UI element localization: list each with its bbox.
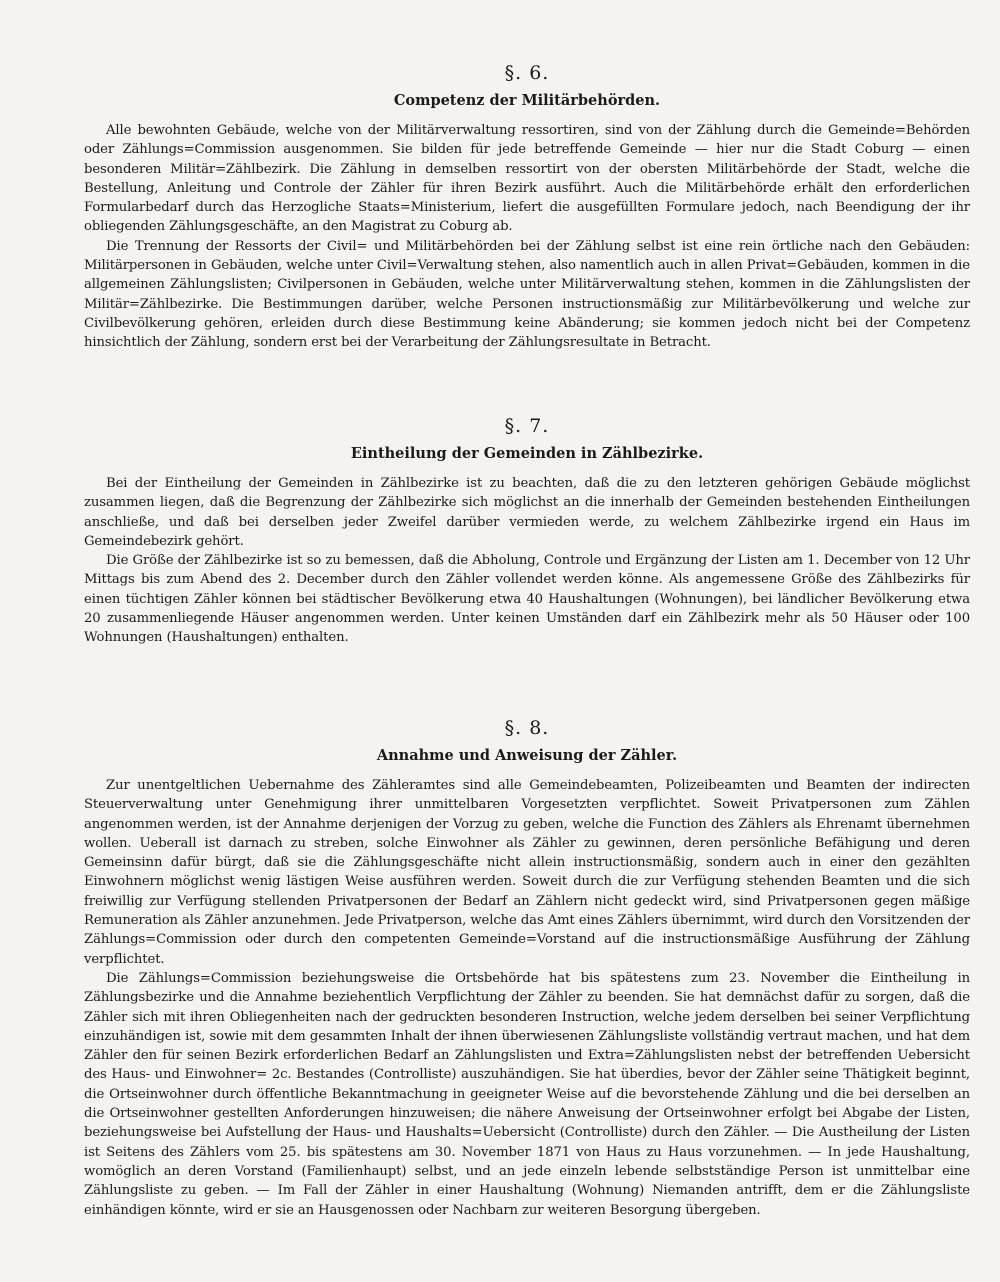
paragraph: Die Zählungs=Commission beziehungsweise die Ortsbehörde hat bis spätestens zum 23. November die Eintheilung in Zählungsbezirke und die Annahme beziehentlich Verpflichtung der Zähler zu beenden. Sie hat demnächst dafür zu sorgen, daß die Zähler sich mit ihren Obliegenheiten nach der gedruckten besonderen Instruction, welche jedem derselben bei seiner Verpflichtung einzuhändigen ist, sowie mit dem gesammten Inhalt der ihnen überwiesenen Zählungsliste vollständig vertraut machen, und hat dem Zähler den für seinen Bezirk erforderlichen Bedarf an Zählungslisten und Extra=Zählungslisten nebst der betreffenden Uebersicht des Haus- und Einwohner= 2c. Bestandes (Controlliste) auszuhändigen. Sie hat überdies, bevor der Zähler seine Thätigkeit beginnt, die Ortseinwohner durch öffentliche Bekanntmachung in geeigneter Weise auf die bevorstehende Zählung und die bei derselben an die Ortseinwohner gestellten Anforderungen hinzuweisen; die nähere Anweisung der Ortseinwohner erfolgt bei Abgabe der Listen, beziehungsweise bei Aufstellung der Haus- und Haushalts=Uebersicht (Controlliste) durch den Zähler. — Die Austheilung der Listen ist Seitens des Zählers vom 25. bis spätestens am 30. November 1871 von Haus zu Haus vorzunehmen. — In jede Haushaltung, womöglich an deren Vorstand (Familienhaupt) selbst, und an jede einzeln lebende selbstständige Person ist unmittelbar eine Zählungsliste zu geben. — Im Fall der Zähler in einer Haushaltung (Wohnung) Niemanden antrifft, dem er die Zählungsliste einhändigen könnte, wird er sie an Hausgenossen oder Nachbarn zur weiteren Besorgung übergeben. (84, 970, 970, 1218)
section-8 (84, 717, 970, 1220)
paragraph: Alle bewohnten Gebäude, welche von der Militärverwaltung ressortiren, sind von der Zählung durch die Gemeinde=Behörden oder Zählungs=Commission ausgenommen. Sie bilden für jede betreffende Gemeinde — hier nur die Stadt Coburg — einen besonderen Militär=Zählbezirk. Die Zählung in demselben ressortirt von der obersten Militärbehörde der Stadt, welche die Bestellung, Anleitung und Controle der Zähler für ihren Bezirk ausführt. Auch die Militärbehörde erhält den erforderlichen Formularbedarf durch das Herzogliche Staats=Ministerium, liefert die ausgefüllten Formulare jedoch, nach Beendigung der ihr obliegenden Zählungsgeschäfte, an den Magistrat zu Coburg ab. (84, 123, 970, 235)
section-7 (84, 415, 970, 705)
paragraph: Zur unentgeltlichen Uebernahme des Zähleramtes sind alle Gemeindebeamten, Polizeibeamten und Beamten der indirecten Steuerverwaltung unter Genehmigung ihrer unmittelbaren Vorgesetzten verpflichtet. Soweit Privatpersonen zum Zählen angenommen werden, ist der Annahme derjenigen der Vorzug zu geben, welche die Function des Zählers als Ehrenamt übernehmen wollen. Ueberall ist darnach zu streben, solche Einwohner als Zähler zu gewinnen, deren persönliche Befähigung und deren Gemeinsinn dafür bürgt, daß sie die Zählungsgeschäfte nicht allein instructionsmäßig, sondern auch in einer den gezählten Einwohnern möglichst wenig lästigen Weise ausführen werden. Soweit durch die zur Verfügung stehenden Beamten und die sich freiwillig zur Verfügung stellenden Privatpersonen der Bedarf an Zählern nicht gedeckt wird, sind Privatpersonen gegen mäßige Remuneration als Zähler anzunehmen. Jede Privatperson, welche das Amt eines Zählers übernimmt, wird durch den Vorsitzenden der Zählungs=Commission oder durch den competenten Gemeinde=Vorstand auf die instructionsmäßige Ausführung der Zählung verpflichtet. (84, 778, 971, 967)
paragraph: Bei der Eintheilung der Gemeinden in Zählbezirke ist zu beachten, daß die zu den letzteren gehörigen Gebäude möglichst zusammen liegen, daß die Begrenzung der Zählbezirke sich möglichst an die innerhalb der Gemeinden bestehenden Eintheilungen anschließe, und daß bei derselben jeder Zweifel darüber vermieden werde, zu welchem Zählbezirke irgend ein Haus im Gemeindebezirk gehört. (84, 476, 970, 549)
section-number: §. 6. (504, 62, 550, 84)
paragraph: Die Größe der Zählbezirke ist so zu bemessen, daß die Abholung, Controle und Ergänzung der Listen am 1. December von 12 Uhr Mittags bis zum Abend des 2. December durch den Zähler vollendet werden könne. Als angemessene Größe des Zählbezirks für einen tüchtigen Zähler können bei städtischer Bevölkerung etwa 40 Haushaltungen (Wohnungen), bei ländlicher Bevölkerung etwa 20 zusammenliegende Häuser angenommen werden. Unter keinen Umständen darf ein Zählbezirk mehr als 50 Häuser oder 100 Wohnungen (Haushaltungen) enthalten. (84, 553, 970, 646)
section-6 (84, 62, 970, 397)
section-title: Annahme und Anweisung der Zähler. (376, 747, 678, 764)
paragraph: Die Trennung der Ressorts der Civil= und Militärbehörden bei der Zählung selbst ist eine rein örtliche nach den Gebäuden: Militärpersonen in Gebäuden, welche unter Civil=Verwaltung stehen, also namentlich auch in allen Privat=Gebäuden, kommen in die allgemeinen Zählungslisten; Civilpersonen in Gebäuden, welche unter Militärverwaltung stehen, kommen in die Zählungslisten der Militär=Zählbezirke. Die Bestimmungen darüber, welche Personen instructionsmäßig zur Militärbevölkerung und welche zur Civilbevölkerung gehören, erleiden durch diese Bestimmung keine Abänderung; sie kommen jedoch nicht bei der Competenz hinsichtlich der Zählung, sondern erst bei der Verarbeitung der Zählungsresultate in Betracht. (84, 238, 970, 351)
section-number: §. 7. (504, 415, 550, 437)
section-title: Eintheilung der Gemeinden in Zählbezirke. (350, 445, 704, 462)
section-number: §. 8. (504, 717, 550, 739)
section-title: Competenz der Militärbehörden. (393, 92, 661, 109)
